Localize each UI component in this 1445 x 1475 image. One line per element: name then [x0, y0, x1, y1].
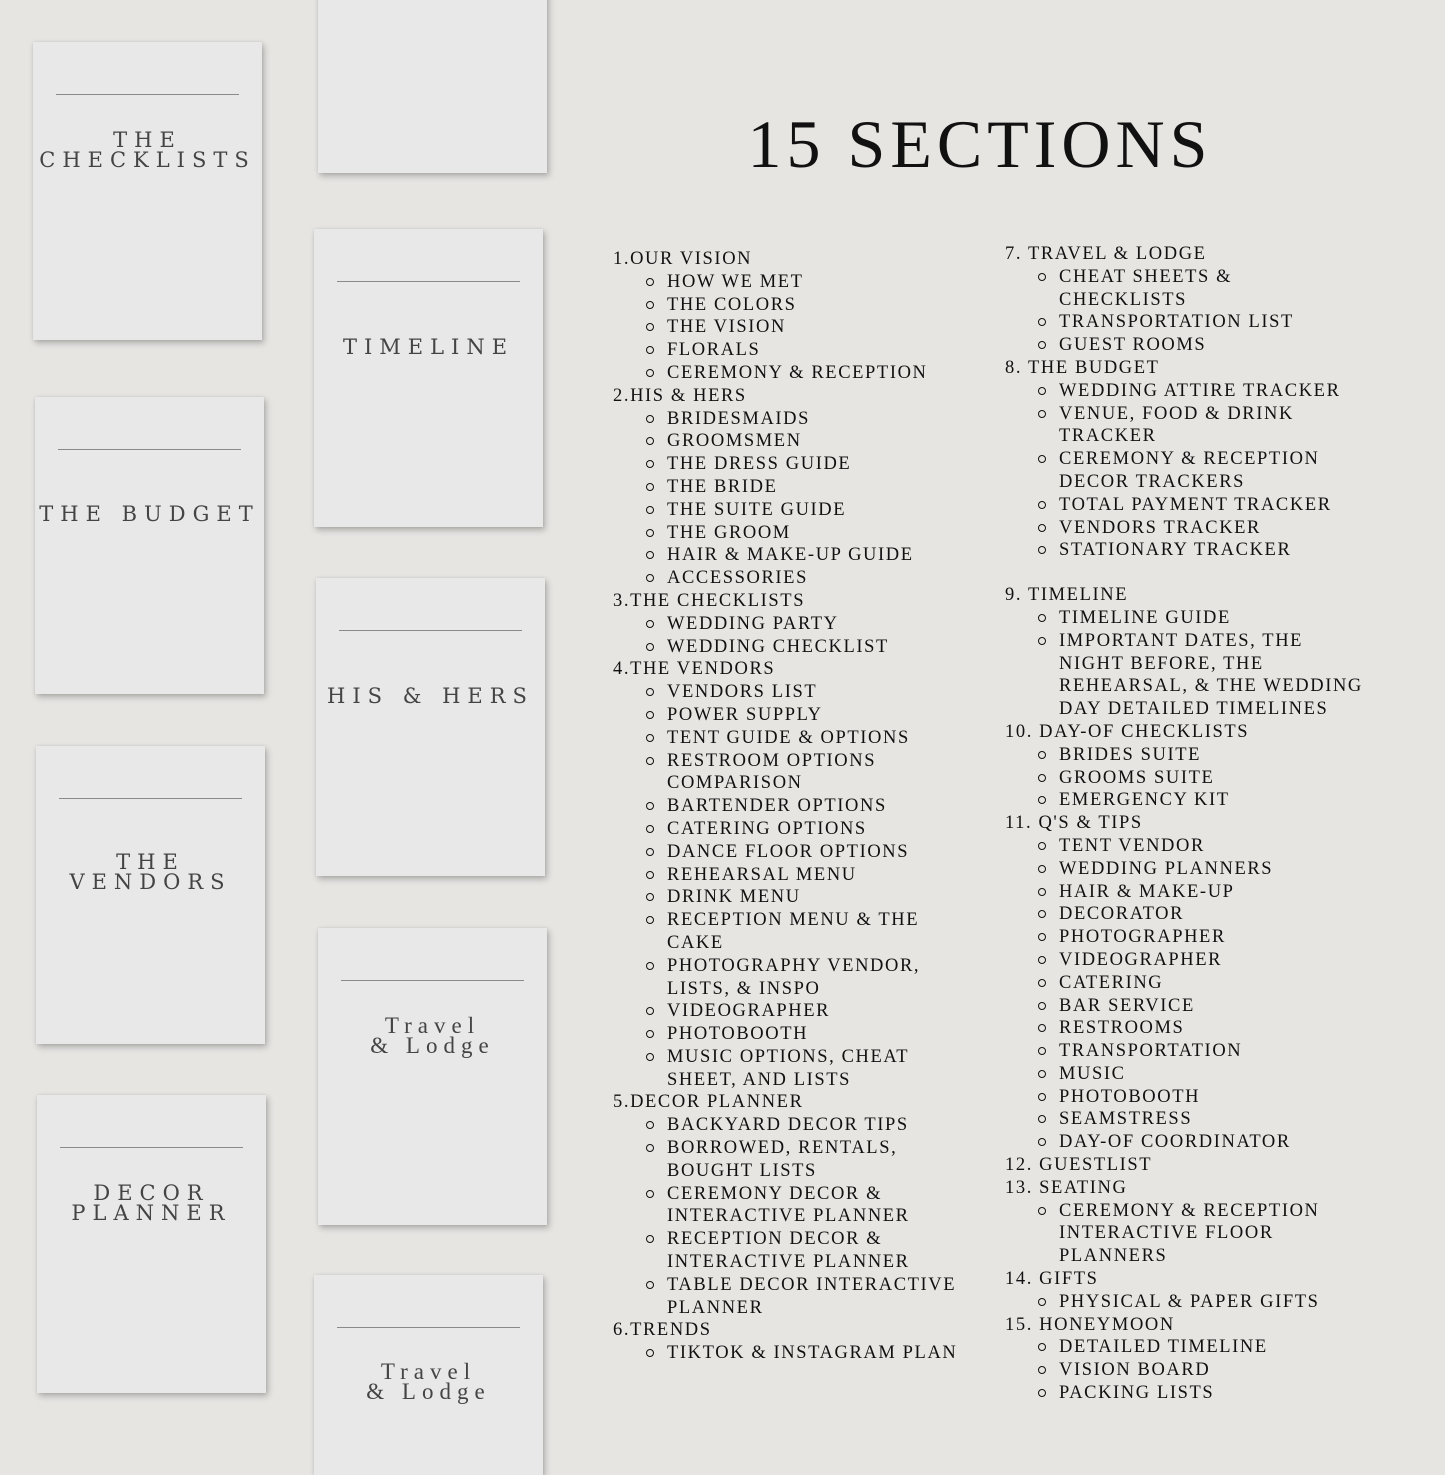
- card-title: Travel & Lodge: [370, 1013, 495, 1058]
- section-items: [613, 681, 973, 1091]
- section-title: 10. DAY-OF CHECKLISTS: [1005, 721, 1250, 742]
- card-title: DECOR PLANNER: [71, 1181, 232, 1225]
- list-item: BRIDES SUITE: [1059, 744, 1405, 767]
- cover-card-decor-planner: [37, 1095, 266, 1393]
- cover-card-top-partial: [318, 0, 547, 173]
- section-title: 9. TIMELINE: [1005, 585, 1129, 606]
- sections-list-right: [1005, 243, 1405, 1405]
- list-item: TIMELINE GUIDE: [1059, 607, 1405, 630]
- list-item: CEREMONY DECOR & INTERACTIVE PLANNER: [667, 1183, 973, 1229]
- card-divider: [339, 630, 522, 631]
- list-item: GROOMSMEN: [667, 430, 973, 453]
- list-item: BAR SERVICE: [1059, 995, 1405, 1018]
- list-item: RECEPTION MENU & THE CAKE: [667, 909, 973, 955]
- section-title: 8. THE BUDGET: [1005, 357, 1160, 378]
- list-item: BACKYARD DECOR TIPS: [667, 1114, 973, 1137]
- list-item: VENDORS LIST: [667, 681, 973, 704]
- section-title: 7. TRAVEL & LODGE: [1005, 244, 1207, 264]
- card-title: THE BUDGET: [39, 502, 260, 526]
- card-divider: [56, 94, 239, 95]
- spacer: [1005, 562, 1405, 584]
- list-item: PHYSICAL & PAPER GIFTS: [1059, 1291, 1405, 1314]
- list-item: PHOTOBOOTH: [667, 1023, 973, 1046]
- list-item: ACCESSORIES: [667, 567, 973, 590]
- list-item: CEREMONY & RECEPTION INTERACTIVE FLOOR PLANNERS: [1059, 1200, 1405, 1268]
- list-item: THE DRESS GUIDE: [667, 453, 973, 476]
- section-title: 15. HONEYMOON: [1005, 1314, 1175, 1335]
- list-item: CATERING OPTIONS: [667, 818, 973, 841]
- card-divider: [60, 1147, 243, 1148]
- list-item: TENT GUIDE & OPTIONS: [667, 727, 973, 750]
- list-item: BARTENDER OPTIONS: [667, 795, 973, 818]
- card-divider: [337, 1327, 520, 1328]
- list-item: VIDEOGRAPHER: [1059, 949, 1405, 972]
- section-items: [1005, 744, 1405, 812]
- section-items: [1005, 380, 1405, 562]
- list-item: RESTROOMS: [1059, 1017, 1405, 1040]
- section-items: [613, 613, 973, 659]
- list-item: THE COLORS: [667, 294, 973, 317]
- card-divider: [58, 449, 241, 450]
- list-item: PHOTOGRAPHY VENDOR, LISTS, & INSPO: [667, 955, 973, 1001]
- list-item: RESTROOM OPTIONS COMPARISON: [667, 750, 973, 796]
- list-item: DETAILED TIMELINE: [1059, 1336, 1405, 1359]
- section-title: 6.TRENDS: [613, 1320, 712, 1341]
- list-item: CEREMONY & RECEPTION: [667, 362, 973, 385]
- list-item: EMERGENCY KIT: [1059, 789, 1405, 812]
- list-item: TOTAL PAYMENT TRACKER: [1059, 494, 1405, 517]
- list-item: MUSIC OPTIONS, CHEAT SHEET, AND LISTS: [667, 1046, 973, 1092]
- list-item: VENDORS TRACKER: [1059, 517, 1405, 540]
- list-item: WEDDING PLANNERS: [1059, 858, 1405, 881]
- section-items: [613, 271, 973, 385]
- list-item: VENUE, FOOD & DRINK TRACKER: [1059, 403, 1405, 449]
- list-item: GUEST ROOMS: [1059, 334, 1405, 357]
- list-item: CATERING: [1059, 972, 1405, 995]
- card-divider: [337, 281, 520, 282]
- cover-card-vendors: [36, 746, 265, 1044]
- section-items: [1005, 1291, 1405, 1314]
- list-item: TENT VENDOR: [1059, 835, 1405, 858]
- cover-card-timeline: [314, 229, 543, 527]
- section-items: [613, 1114, 973, 1319]
- list-item: THE SUITE GUIDE: [667, 499, 973, 522]
- card-title: THE VENDORS: [69, 850, 232, 894]
- list-item: WEDDING CHECKLIST: [667, 636, 973, 659]
- section-title: 14. GIFTS: [1005, 1269, 1099, 1290]
- section-title: 4.THE VENDORS: [613, 659, 776, 680]
- section-items: [613, 408, 973, 590]
- section-items: [1005, 835, 1405, 1154]
- list-item: TRANSPORTATION LIST: [1059, 311, 1405, 334]
- list-item: THE GROOM: [667, 522, 973, 545]
- list-item: RECEPTION DECOR & INTERACTIVE PLANNER: [667, 1228, 973, 1274]
- list-item: DANCE FLOOR OPTIONS: [667, 841, 973, 864]
- list-item: HAIR & MAKE-UP: [1059, 881, 1405, 904]
- list-item: DECORATOR: [1059, 903, 1405, 926]
- list-item: GROOMS SUITE: [1059, 767, 1405, 790]
- list-item: IMPORTANT DATES, THE NIGHT BEFORE, THE REHEARSAL, & THE WEDDING DAY DETAILED TIMELINES: [1059, 630, 1405, 721]
- list-item: THE VISION: [667, 316, 973, 339]
- section-title: 1.OUR VISION: [613, 249, 753, 269]
- list-item: PACKING LISTS: [1059, 1382, 1405, 1405]
- list-item: TIKTOK & INSTAGRAM PLAN: [667, 1342, 973, 1365]
- card-title: TIMELINE: [342, 335, 515, 359]
- cover-card-checklists: [33, 42, 262, 340]
- page-title: 15 SECTIONS: [747, 106, 1213, 182]
- cover-card-travel-lodge-2: [314, 1275, 543, 1475]
- list-item: HOW WE MET: [667, 271, 973, 294]
- list-item: BRIDESMAIDS: [667, 408, 973, 431]
- section-title: 3.THE CHECKLISTS: [613, 590, 806, 611]
- section-items: [1005, 1200, 1405, 1268]
- section-title: 2.HIS & HERS: [613, 385, 747, 406]
- list-item: REHEARSAL MENU: [667, 864, 973, 887]
- list-item: THE BRIDE: [667, 476, 973, 499]
- section-items: [1005, 266, 1405, 357]
- card-divider: [59, 798, 242, 799]
- list-item: DRINK MENU: [667, 886, 973, 909]
- card-title: THE CHECKLISTS: [39, 128, 256, 172]
- card-title: HIS & HERS: [327, 684, 534, 708]
- section-title: 13. SEATING: [1005, 1177, 1128, 1198]
- list-item: FLORALS: [667, 339, 973, 362]
- section-title: 5.DECOR PLANNER: [613, 1092, 804, 1113]
- list-item: DAY-OF COORDINATOR: [1059, 1131, 1405, 1154]
- list-item: WEDDING PARTY: [667, 613, 973, 636]
- list-item: CHEAT SHEETS & CHECKLISTS: [1059, 266, 1405, 312]
- list-item: TRANSPORTATION: [1059, 1040, 1405, 1063]
- list-item: POWER SUPPLY: [667, 704, 973, 727]
- section-title: 12. GUESTLIST: [1005, 1155, 1153, 1176]
- list-item: STATIONARY TRACKER: [1059, 539, 1405, 562]
- list-item: VIDEOGRAPHER: [667, 1000, 973, 1023]
- list-item: MUSIC: [1059, 1063, 1405, 1086]
- cover-card-budget: [35, 397, 264, 694]
- sections-list-left: [613, 248, 973, 1365]
- section-items: [1005, 607, 1405, 721]
- card-title: Travel & Lodge: [366, 1359, 491, 1404]
- section-items: [613, 1342, 973, 1365]
- list-item: TABLE DECOR INTERACTIVE PLANNER: [667, 1274, 973, 1320]
- list-item: HAIR & MAKE-UP GUIDE: [667, 544, 973, 567]
- cover-card-his-hers: [316, 578, 545, 876]
- list-item: BORROWED, RENTALS, BOUGHT LISTS: [667, 1137, 973, 1183]
- list-item: SEAMSTRESS: [1059, 1108, 1405, 1131]
- list-item: VISION BOARD: [1059, 1359, 1405, 1382]
- section-title: 11. Q'S & TIPS: [1005, 813, 1143, 834]
- list-item: CEREMONY & RECEPTION DECOR TRACKERS: [1059, 448, 1405, 494]
- list-item: PHOTOBOOTH: [1059, 1086, 1405, 1109]
- list-item: PHOTOGRAPHER: [1059, 926, 1405, 949]
- list-item: WEDDING ATTIRE TRACKER: [1059, 380, 1405, 403]
- cover-card-travel-lodge: [318, 928, 547, 1225]
- section-items: [1005, 1336, 1405, 1404]
- card-divider: [341, 980, 524, 981]
